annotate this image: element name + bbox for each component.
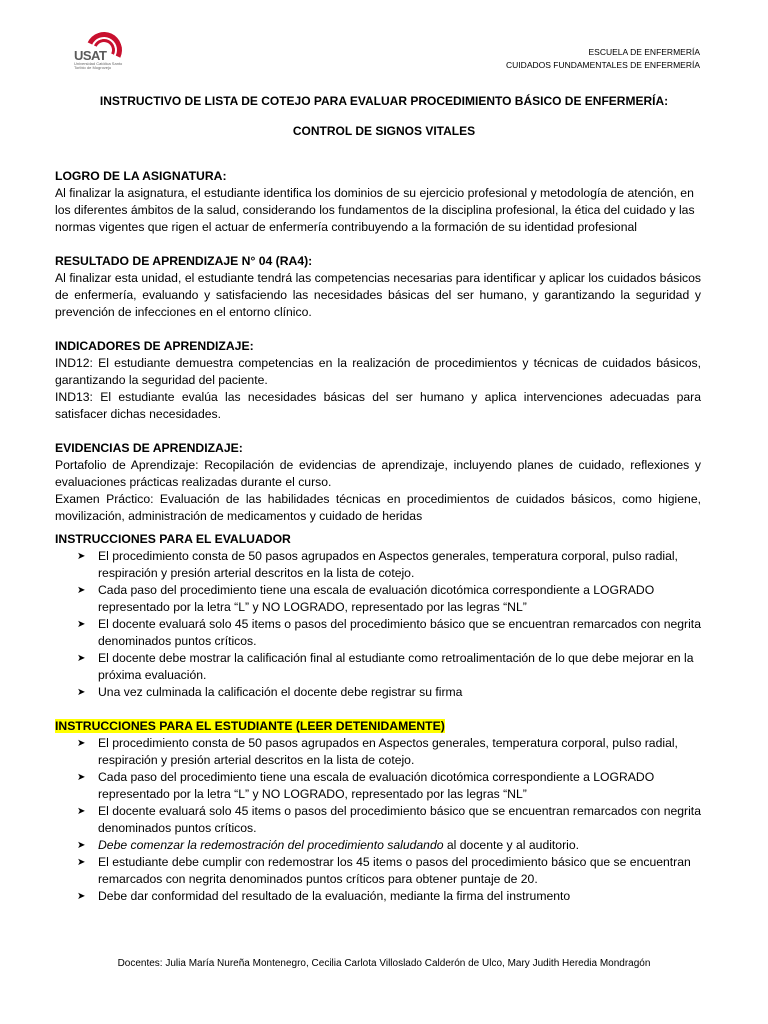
document-body [55, 168, 701, 905]
logo-subtitle: Universidad Católica Santo Toribio de Mogrovejo [74, 61, 123, 70]
arrow-bullet-icon: ➤ [77, 653, 86, 664]
estudiante-heading: INSTRUCCIONES PARA EL ESTUDIANTE (LEER DETENIDAMENTE) [55, 719, 445, 733]
arrow-bullet-icon: ➤ [77, 687, 86, 698]
evidencia-examen: Examen Práctico: Evaluación de las habilidades técnicas en procedimientos de cuidados básicos, como higiene, movilización, administración de medicamentos y cuidado de heridas [55, 492, 701, 523]
list-item: ➤ El estudiante debe cumplir con redemostrar los 45 items o pasos del procedimiento básico que se encuentran remarcados con negrita denominados puntos críticos para obtener puntaje de 20. [77, 855, 691, 886]
arrow-bullet-icon: ➤ [77, 857, 86, 868]
logro-heading: LOGRO DE LA ASIGNATURA: [55, 169, 227, 183]
arrow-bullet-icon: ➤ [77, 585, 86, 596]
arrow-bullet-icon: ➤ [77, 891, 86, 902]
list-item: ➤ Cada paso del procedimiento tiene una escala de evaluación dicotómica correspondiente a LOGRADO representado por la letra “L” y NO LOGRADO, representado por las legras “NL” [77, 583, 655, 614]
evaluador-list [55, 548, 701, 701]
indicadores-heading: INDICADORES DE APRENDIZAJE: [55, 339, 254, 353]
list-item: ➤ El procedimiento consta de 50 pasos agrupados en Aspectos generales, temperatura corporal, pulso radial, respiración y presión arterial descritos en la lista de cotejo. [77, 549, 678, 580]
arrow-bullet-icon: ➤ [77, 840, 86, 851]
arrow-bullet-icon: ➤ [77, 551, 86, 562]
arrow-bullet-icon: ➤ [77, 772, 86, 783]
estudiante-list [55, 735, 701, 905]
footer-docentes: Docentes: Julia María Nureña Montenegro, Cecilia Carlota Villoslado Calderón de Ulco, Mary Judith Heredia Mondragón [117, 958, 651, 969]
arrow-bullet-icon: ➤ [77, 619, 86, 630]
logo-text: USAT [74, 48, 107, 63]
evidencias-heading: EVIDENCIAS DE APRENDIZAJE: [55, 441, 243, 455]
header-line-2: CUIDADOS FUNDAMENTALES DE ENFERMERÍA [506, 60, 700, 70]
list-item: ➤ Cada paso del procedimiento tiene una escala de evaluación dicotómica correspondiente a LOGRADO representado por la letra “L” y NO LOGRADO, representado por las legras “NL” [77, 770, 655, 801]
indicador-ind12: IND12: El estudiante demuestra competencias en la realización de procedimientos y técnicas de cuidados básicos, garantizando la seguridad del paciente. [55, 356, 701, 387]
list-item: ➤ Debe comenzar la redemostración del procedimiento saludando al docente y al auditorio. [77, 838, 580, 852]
arrow-bullet-icon: ➤ [77, 806, 86, 817]
document-title: INSTRUCTIVO DE LISTA DE COTEJO PARA EVALUAR PROCEDIMIENTO BÁSICO DE ENFERMERÍA: [99, 94, 669, 108]
list-item: ➤ El procedimiento consta de 50 pasos agrupados en Aspectos generales, temperatura corporal, pulso radial, respiración y presión arterial descritos en la lista de cotejo. [77, 736, 678, 767]
indicador-ind13: IND13: El estudiante evalúa las necesidades básicas del ser humano y aplica intervenciones adecuadas para satisfacer dichas necesidades. [55, 390, 701, 421]
list-item: ➤ El docente debe mostrar la calificación final al estudiante como retroalimentación de lo que debe mejorar en la próxima evaluación. [77, 651, 694, 682]
document-subtitle: CONTROL DE SIGNOS VITALES [292, 124, 476, 138]
logro-text: Al finalizar la asignatura, el estudiante identifica los dominios de su ejercicio profesional y metodología de atención, en los diferentes ámbitos de la salud, considerando los fundamentos de la disciplina profesional, la ética del cuidado y las normas vigentes que rigen el actuar de enfermería contribuyendo a la formación de su identidad profesional [55, 186, 695, 234]
arrow-bullet-icon: ➤ [77, 738, 86, 749]
header-line-1: ESCUELA DE ENFERMERÍA [588, 47, 700, 57]
list-item: ➤ El docente evaluará solo 45 items o pasos del procedimiento básico que se encuentran remarcados con negrita denominados puntos críticos. [77, 804, 701, 835]
header-school [506, 46, 700, 72]
list-item: ➤ Debe dar conformidad del resultado de la evaluación, mediante la firma del instrumento [77, 889, 571, 903]
list-item: ➤ Una vez culminada la calificación el docente debe registrar su firma [77, 685, 463, 699]
evidencia-portafolio: Portafolio de Aprendizaje: Recopilación de evidencias de aprendizaje, incluyendo planes de cuidado, reflexiones y evaluaciones prácticas realizadas durante el curso. [55, 458, 701, 489]
list-item: ➤ El docente evaluará solo 45 items o pasos del procedimiento básico que se encuentran remarcados con negrita denominados puntos críticos. [77, 617, 701, 648]
resultado-heading: RESULTADO DE APRENDIZAJE N° 04 (RA4): [55, 254, 313, 268]
evaluador-heading: INSTRUCCIONES PARA EL EVALUADOR [55, 532, 291, 546]
resultado-text: Al finalizar esta unidad, el estudiante tendrá las competencias necesarias para identificar y aplicar los cuidados básicos de enfermería, evaluando y satisfaciendo las necesidades básicas del ser humano, y garantizando la seguridad y prevención de infecciones en el entorno clínico. [55, 271, 701, 319]
usat-logo [74, 32, 126, 72]
